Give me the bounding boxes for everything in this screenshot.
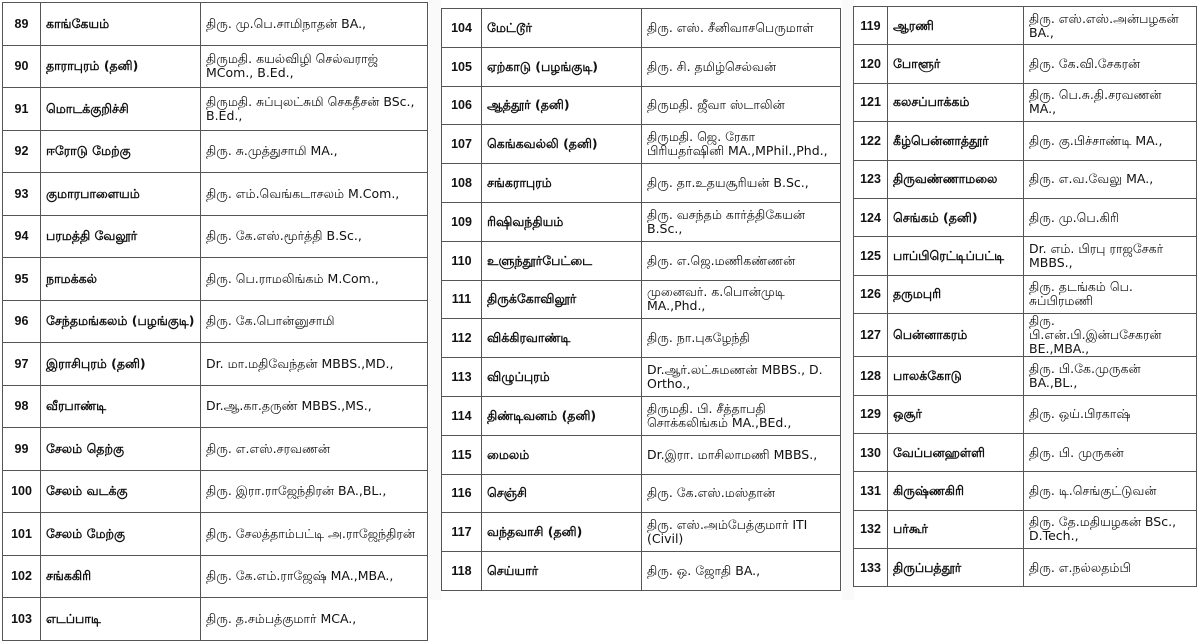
constituency-number: 97 — [3, 343, 41, 386]
table-body — [3, 3, 428, 641]
constituency-number: 107 — [442, 125, 482, 164]
constituency-name: விழுப்புரம் — [482, 358, 642, 397]
constituency-number: 91 — [3, 88, 41, 131]
constituency-number: 104 — [442, 9, 482, 48]
table-row — [442, 125, 841, 164]
candidate-name: திரு. நா.புகழேந்தி — [642, 319, 841, 358]
constituency-number: 113 — [442, 358, 482, 397]
constituency-name: பர்கூர் — [888, 510, 1024, 548]
constituency-number: 124 — [854, 198, 888, 236]
constituency-name: செங்கம் (தனி) — [888, 198, 1024, 236]
constituency-name: எடப்பாடி — [41, 598, 201, 641]
table-row — [442, 202, 841, 241]
candidate-name: திரு. பெ.ராமலிங்கம் M.Com., — [201, 258, 428, 301]
constituency-number: 106 — [442, 86, 482, 125]
table-row — [442, 513, 841, 552]
constituency-name: ஆரணி — [888, 7, 1024, 45]
candidate-table — [2, 2, 428, 641]
candidate-name: திரு. டி.செங்குட்டுவன் — [1024, 472, 1197, 510]
table-row — [3, 215, 428, 258]
constituency-number: 102 — [3, 555, 41, 598]
constituency-number: 125 — [854, 237, 888, 275]
constituency-name: கிருஷ்ணகிரி — [888, 472, 1024, 510]
table-row — [442, 552, 841, 591]
table-row — [3, 130, 428, 173]
constituency-name: தாராபுரம் (தனி) — [41, 45, 201, 88]
candidate-name: திரு. எ.வ.வேலு MA., — [1024, 160, 1197, 198]
table-row — [854, 314, 1197, 357]
candidate-name: திரு. கு.பிச்சாண்டி MA., — [1024, 122, 1197, 160]
constituency-name: உளுந்தூர்பேட்டை — [482, 241, 642, 280]
candidate-name: திரு. மு.பெ.கிரி — [1024, 198, 1197, 236]
table-row — [854, 357, 1197, 395]
table-row — [3, 173, 428, 216]
candidate-name: திரு. ஒய்.பிரகாஷ் — [1024, 395, 1197, 433]
constituency-name: வீரபாண்டி — [41, 385, 201, 428]
constituency-name: ஏற்காடு (பழங்குடி) — [482, 47, 642, 86]
constituency-number: 120 — [854, 45, 888, 83]
constituency-name: ரிஷிவந்தியம் — [482, 202, 642, 241]
constituency-name: செஞ்சி — [482, 474, 642, 513]
constituency-number: 123 — [854, 160, 888, 198]
constituency-number: 116 — [442, 474, 482, 513]
table-row — [854, 122, 1197, 160]
constituency-name: வந்தவாசி (தனி) — [482, 513, 642, 552]
candidate-name: திரு. எ.எஸ்.சரவணன் — [201, 428, 428, 471]
constituency-number: 126 — [854, 275, 888, 313]
constituency-name: சேந்தமங்கலம் (பழங்குடி) — [41, 300, 201, 343]
table-body — [442, 9, 841, 591]
candidate-table — [441, 8, 841, 591]
constituency-name: சேலம் தெற்கு — [41, 428, 201, 471]
constituency-name: குமாரபாளையம் — [41, 173, 201, 216]
table-row — [3, 88, 428, 131]
candidate-name: திருமதி. சுப்புலட்சுமி செகதீசன் BSc., B.Ed., — [201, 88, 428, 131]
table-row — [442, 396, 841, 435]
constituency-number: 93 — [3, 173, 41, 216]
table-row — [854, 45, 1197, 83]
constituency-number: 103 — [3, 598, 41, 641]
constituency-name: வேப்பனஹள்ளி — [888, 433, 1024, 471]
table-row — [442, 86, 841, 125]
constituency-number: 99 — [3, 428, 41, 471]
constituency-name: திருப்பத்தூர் — [888, 549, 1024, 587]
table-row — [854, 549, 1197, 587]
table-row — [3, 343, 428, 386]
candidate-name: திரு. ஒ. ஜோதி BA., — [642, 552, 841, 591]
constituency-number: 96 — [3, 300, 41, 343]
candidate-name: திருமதி. பி. சீத்தாபதி சொக்கலிங்கம் MA.,BEd., — [642, 396, 841, 435]
table-row — [442, 9, 841, 48]
table-row — [854, 198, 1197, 236]
candidate-name: திரு. இரா.ராஜேந்திரன் BA.,BL., — [201, 470, 428, 513]
constituency-name: காங்கேயம் — [41, 3, 201, 46]
candidate-name: திரு. எம்.வெங்கடாசலம் M.Com., — [201, 173, 428, 216]
candidate-name: திரு. கே.எம்.ராஜேஷ் MA.,MBA., — [201, 555, 428, 598]
panel-gap — [429, 0, 441, 600]
constituency-number: 92 — [3, 130, 41, 173]
candidate-name: திரு. எ.ஜெ.மணிகண்ணன் — [642, 241, 841, 280]
constituency-name: திருக்கோவிலூர் — [482, 280, 642, 319]
constituency-name: மைலம் — [482, 435, 642, 474]
table-body — [854, 7, 1197, 587]
candidate-name: திரு. கே.எஸ்.மஸ்தான் — [642, 474, 841, 513]
candidate-name: முனைவர். க.பொன்முடி MA.,Phd., — [642, 280, 841, 319]
constituency-number: 90 — [3, 45, 41, 88]
candidate-name: திரு. கே.பொன்னுசாமி — [201, 300, 428, 343]
constituency-name: பாலக்கோடு — [888, 357, 1024, 395]
table-row — [854, 83, 1197, 121]
candidate-name: திரு. தடங்கம் பெ. சுப்பிரமணி — [1024, 275, 1197, 313]
constituency-number: 117 — [442, 513, 482, 552]
table-row — [3, 258, 428, 301]
table-row — [442, 241, 841, 280]
constituency-number: 108 — [442, 164, 482, 203]
candidate-name: திரு. எ.நல்லதம்பி — [1024, 549, 1197, 587]
table-row — [854, 510, 1197, 548]
table-row — [3, 385, 428, 428]
candidate-name: திரு. எஸ்.எஸ்.அன்பழகன் BA., — [1024, 7, 1197, 45]
table-row — [442, 164, 841, 203]
constituency-name: ஒசூர் — [888, 395, 1024, 433]
candidate-name: திருமதி. கயல்விழி செல்வராஜ் MCom., B.Ed., — [201, 45, 428, 88]
constituency-number: 100 — [3, 470, 41, 513]
candidate-name: திரு. பி.கே.முருகன் BA.,BL., — [1024, 357, 1197, 395]
table-row — [3, 3, 428, 46]
constituency-number: 95 — [3, 258, 41, 301]
table-row — [3, 45, 428, 88]
constituency-name: கெங்கவல்லி (தனி) — [482, 125, 642, 164]
constituency-number: 121 — [854, 83, 888, 121]
constituency-name: ஆத்தூர் (தனி) — [482, 86, 642, 125]
constituency-name: திருவண்ணாமலை — [888, 160, 1024, 198]
candidate-name: Dr. எம். பிரபு ராஜசேகர் MBBS., — [1024, 237, 1197, 275]
candidate-name: திரு. கே.வி.சேகரன் — [1024, 45, 1197, 83]
candidate-name: Dr. மா.மதிவேந்தன் MBBS.,MD., — [201, 343, 428, 386]
table-row — [442, 280, 841, 319]
candidate-name: திரு. மு.பெ.சாமிநாதன் BA., — [201, 3, 428, 46]
constituency-number: 129 — [854, 395, 888, 433]
constituency-number: 98 — [3, 385, 41, 428]
constituency-number: 105 — [442, 47, 482, 86]
constituency-number: 132 — [854, 510, 888, 548]
constituency-name: சங்கராபுரம் — [482, 164, 642, 203]
constituency-number: 115 — [442, 435, 482, 474]
constituency-name: இராசிபுரம் (தனி) — [41, 343, 201, 386]
table-row — [3, 470, 428, 513]
constituency-number: 127 — [854, 314, 888, 357]
candidate-name: திரு. சேலத்தாம்பட்டி அ.ராஜேந்திரன் — [201, 513, 428, 556]
constituency-number: 114 — [442, 396, 482, 435]
constituency-name: விக்கிரவாண்டி — [482, 319, 642, 358]
constituency-name: கலசப்பாக்கம் — [888, 83, 1024, 121]
table-row — [3, 300, 428, 343]
table-row — [3, 598, 428, 641]
table-row — [854, 237, 1197, 275]
candidate-name: திரு. பெ.சு.தி.சரவணன் MA., — [1024, 83, 1197, 121]
table-row — [854, 160, 1197, 198]
constituency-name: பாப்பிரெட்டிப்பட்டி — [888, 237, 1024, 275]
candidate-name: Dr.ஆ.கா.தருண் MBBS.,MS., — [201, 385, 428, 428]
candidate-name: திரு. எஸ். சீனிவாசபெருமாள் — [642, 9, 841, 48]
table-row — [854, 433, 1197, 471]
candidate-name: திரு. த.சம்பத்குமார் MCA., — [201, 598, 428, 641]
candidate-table-panel-1 — [2, 2, 428, 641]
candidate-name: திரு. சி. தமிழ்செல்வன் — [642, 47, 841, 86]
constituency-name: போளூர் — [888, 45, 1024, 83]
table-row — [854, 472, 1197, 510]
constituency-number: 130 — [854, 433, 888, 471]
candidate-name: Dr.ஆர்.லட்சுமணன் MBBS., D. Ortho., — [642, 358, 841, 397]
candidate-name: திரு. பி.என்.பி.இன்பசேகரன் BE.,MBA., — [1024, 314, 1197, 357]
constituency-name: சேலம் மேற்கு — [41, 513, 201, 556]
constituency-number: 119 — [854, 7, 888, 45]
constituency-number: 111 — [442, 280, 482, 319]
constituency-name: சங்ககிரி — [41, 555, 201, 598]
table-row — [854, 275, 1197, 313]
constituency-number: 131 — [854, 472, 888, 510]
constituency-name: கீழ்பென்னாத்தூர் — [888, 122, 1024, 160]
constituency-name: மேட்டூர் — [482, 9, 642, 48]
constituency-number: 133 — [854, 549, 888, 587]
table-row — [442, 435, 841, 474]
constituency-number: 94 — [3, 215, 41, 258]
candidate-name: Dr.இரா. மாசிலாமணி MBBS., — [642, 435, 841, 474]
table-row — [3, 513, 428, 556]
constituency-name: திண்டிவனம் (தனி) — [482, 396, 642, 435]
candidate-name: திரு. வசந்தம் கார்த்திகேயன் B.Sc., — [642, 202, 841, 241]
table-row — [3, 555, 428, 598]
candidate-name: திரு. தா.உதயசூரியன் B.Sc., — [642, 164, 841, 203]
constituency-name: ஈரோடு மேற்கு — [41, 130, 201, 173]
constituency-name: நாமக்கல் — [41, 258, 201, 301]
constituency-number: 109 — [442, 202, 482, 241]
constituency-number: 128 — [854, 357, 888, 395]
candidate-name: திரு. எஸ்.அம்பேத்குமார் ITI (Civil) — [642, 513, 841, 552]
constituency-number: 89 — [3, 3, 41, 46]
constituency-name: மொடக்குறிச்சி — [41, 88, 201, 131]
table-row — [442, 358, 841, 397]
candidate-name: திருமதி. ஜெ. ரேகா பிரியதர்ஷினி MA.,MPhil.,Phd., — [642, 125, 841, 164]
candidate-name: திரு. தே.மதியழகன் BSc., D.Tech., — [1024, 510, 1197, 548]
constituency-name: தருமபுரி — [888, 275, 1024, 313]
constituency-number: 101 — [3, 513, 41, 556]
candidate-table-panel-2 — [441, 8, 841, 591]
constituency-number: 118 — [442, 552, 482, 591]
candidate-table-panel-3 — [853, 6, 1197, 587]
candidate-table — [853, 6, 1197, 587]
constituency-name: செய்யார் — [482, 552, 642, 591]
table-row — [442, 319, 841, 358]
constituency-name: பரமத்தி வேலூர் — [41, 215, 201, 258]
table-row — [3, 428, 428, 471]
candidate-name: திரு. கே.எஸ்.மூர்த்தி B.Sc., — [201, 215, 428, 258]
constituency-number: 122 — [854, 122, 888, 160]
table-row — [442, 474, 841, 513]
constituency-name: பென்னாகரம் — [888, 314, 1024, 357]
candidate-name: திருமதி. ஜீவா ஸ்டாலின் — [642, 86, 841, 125]
candidate-name: திரு. பி. முருகன் — [1024, 433, 1197, 471]
candidate-name: திரு. சு.முத்துசாமி MA., — [201, 130, 428, 173]
table-row — [442, 47, 841, 86]
table-row — [854, 7, 1197, 45]
table-row — [854, 395, 1197, 433]
constituency-name: சேலம் வடக்கு — [41, 470, 201, 513]
constituency-number: 110 — [442, 241, 482, 280]
constituency-number: 112 — [442, 319, 482, 358]
